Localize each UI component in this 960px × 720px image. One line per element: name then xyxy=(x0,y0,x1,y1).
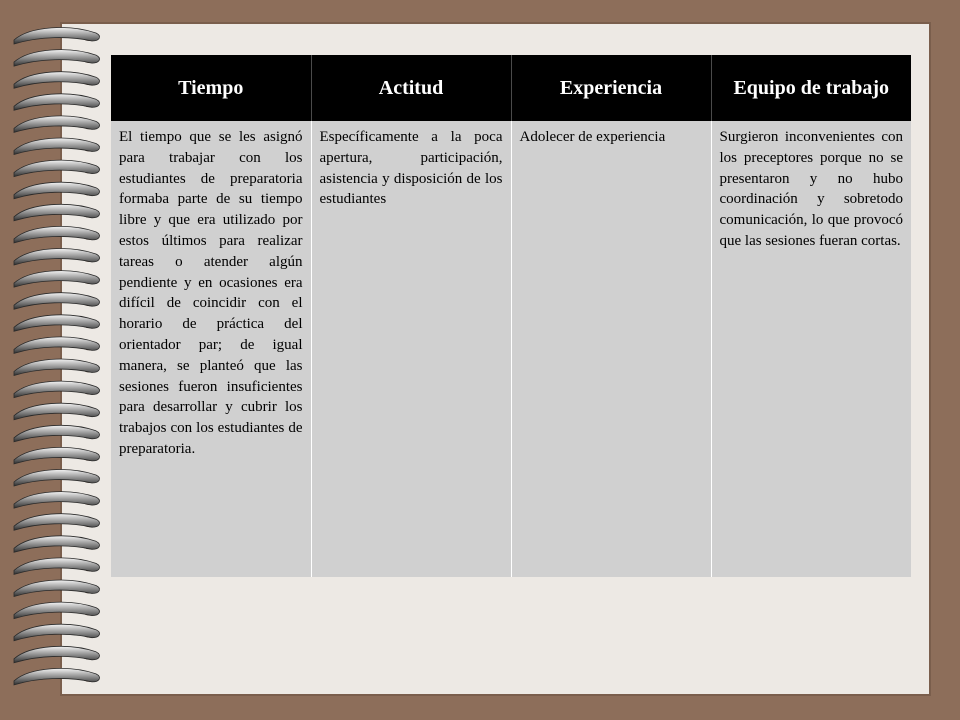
summary-table-container xyxy=(111,55,911,577)
binding-ring xyxy=(14,536,99,552)
binding-ring xyxy=(14,138,99,154)
binding-ring xyxy=(14,425,99,441)
binding-ring xyxy=(14,28,99,44)
binding-ring xyxy=(14,293,99,309)
cell-experiencia: Adolecer de experiencia xyxy=(511,121,711,577)
binding-ring xyxy=(14,580,99,596)
header-tiempo: Tiempo xyxy=(111,55,311,121)
binding-ring xyxy=(14,447,99,463)
binding-ring xyxy=(14,668,99,684)
cell-tiempo: El tiempo que se les asignó para trabajar con los estudiantes de preparatoria formaba parte de su tiempo libre y que era utilizado por estos últimos para realizar tareas o atender algún pendiente y en ocasiones era difícil de coincidir con el horario de práctica del orientador par; de igual manera, se planteó que las sesiones fueron insuficientes para desarrollar y cubrir los trabajos con los estudiantes de preparatoria. xyxy=(111,121,311,577)
header-experiencia: Experiencia xyxy=(511,55,711,121)
binding-ring xyxy=(14,624,99,640)
binding-ring xyxy=(14,514,99,530)
cell-actitud: Específicamente a la poca apertura, participación, asistencia y disposición de los estudiantes xyxy=(311,121,511,577)
header-equipo-de-trabajo: Equipo de trabajo xyxy=(711,55,911,121)
table-header-row xyxy=(111,55,911,121)
binding-ring xyxy=(14,602,99,618)
binding-ring xyxy=(14,182,99,198)
binding-ring xyxy=(14,204,99,220)
binding-ring xyxy=(14,249,99,265)
header-actitud: Actitud xyxy=(311,55,511,121)
binding-ring xyxy=(14,359,99,375)
binding-ring xyxy=(14,315,99,331)
binding-ring xyxy=(14,646,99,662)
binding-ring xyxy=(14,72,99,88)
summary-table xyxy=(111,55,911,577)
binding-ring xyxy=(14,492,99,508)
binding-ring xyxy=(14,271,99,287)
binding-ring xyxy=(14,470,99,486)
binding-ring xyxy=(14,94,99,110)
cell-equipo-de-trabajo: Surgieron inconvenientes con los preceptores porque no se presentaron y no hubo coordinación y sobretodo comunicación, lo que provocó que las sesiones fueran cortas. xyxy=(711,121,911,577)
binding-ring xyxy=(14,403,99,419)
binding-ring xyxy=(14,381,99,397)
binding-ring xyxy=(14,50,99,66)
binding-ring xyxy=(14,160,99,176)
table-row xyxy=(111,121,911,577)
binding-ring xyxy=(14,337,99,353)
binding-ring xyxy=(14,226,99,242)
spiral-binding xyxy=(0,0,120,720)
binding-ring xyxy=(14,558,99,574)
binding-ring xyxy=(14,116,99,132)
